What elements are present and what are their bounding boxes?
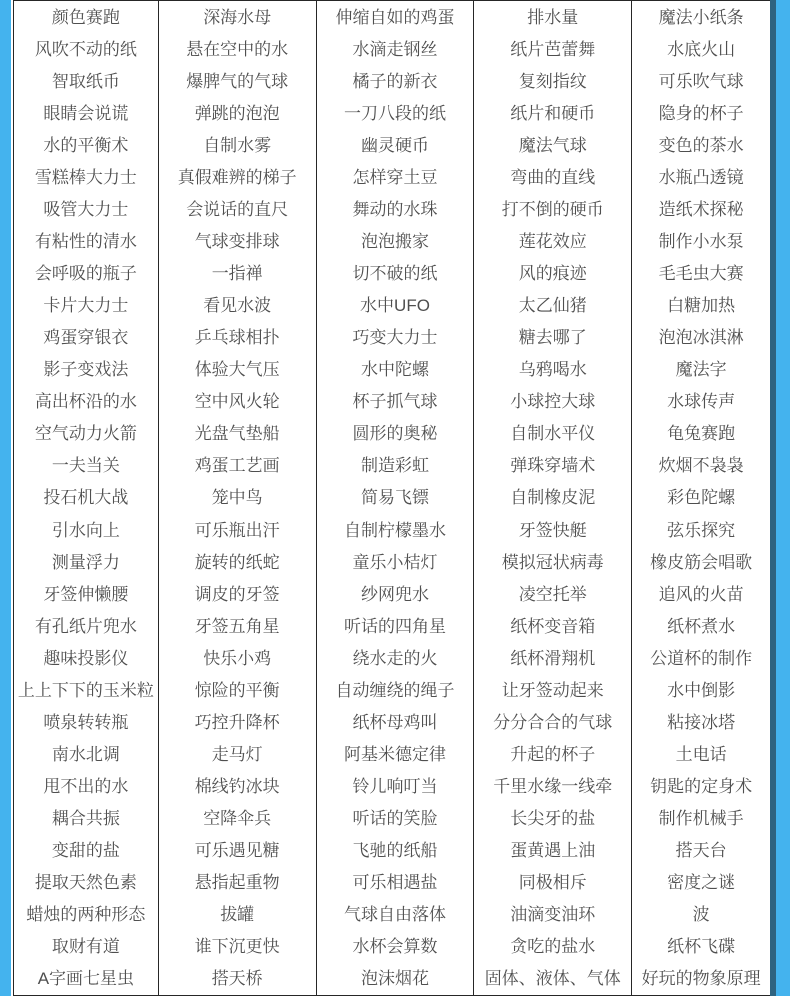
table-cell: 可乐相遇盐 [352, 873, 438, 893]
table-column-2 [159, 1, 317, 995]
table-cell: 打不倒的硬币 [501, 199, 604, 219]
table-cell: 旋转的纸蛇 [194, 552, 280, 572]
table-cell: 水瓶凸透镜 [658, 167, 744, 187]
table-cell: 鸡蛋穿银衣 [43, 328, 129, 348]
table-cell: 复刻指纹 [518, 71, 587, 91]
table-cell: 乒乓球相扑 [194, 328, 280, 348]
table-cell: 弹珠穿墙术 [510, 456, 596, 476]
table-cell: 纸杯变音箱 [510, 616, 596, 636]
table-cell: 泡泡搬家 [360, 231, 429, 251]
table-column-4 [474, 1, 632, 995]
table-cell: 变甜的盐 [51, 841, 120, 861]
table-cell: 空中风火轮 [194, 392, 280, 412]
table-cell: 水滴走钢丝 [352, 39, 438, 59]
table-cell: 气球自由落体 [343, 905, 446, 925]
table-cell: 水杯会算数 [352, 937, 438, 957]
table-cell: 光盘气垫船 [194, 424, 280, 444]
table-cell: 魔法字 [675, 360, 727, 380]
table-cell: 幽灵硬币 [360, 135, 429, 155]
table-cell: 引水向上 [51, 520, 120, 540]
table-cell: 水球传声 [667, 392, 736, 412]
table-cell: 变色的茶水 [658, 135, 744, 155]
table-cell: 可乐瓶出汗 [194, 520, 280, 540]
table-cell: 会呼吸的瓶子 [34, 264, 137, 284]
table-cell: 炊烟不袅袅 [658, 456, 744, 476]
table-cell: 快乐小鸡 [203, 648, 272, 668]
table-cell: 听话的笑脸 [352, 809, 438, 829]
table-cell: 钥匙的定身术 [650, 777, 753, 797]
table-cell: 牙签伸懒腰 [43, 584, 129, 604]
table-cell: 追风的火苗 [658, 584, 744, 604]
table-cell: 棉线钓冰块 [194, 777, 280, 797]
table-cell: 杯子抓气球 [352, 392, 438, 412]
table-cell: 雪糕棒大力士 [34, 167, 137, 187]
table-cell: 风吹不动的纸 [34, 39, 137, 59]
table-cell: 搭天台 [675, 841, 727, 861]
table-cell: 空降伞兵 [203, 809, 272, 829]
table-cell: 飞驰的纸船 [352, 841, 438, 861]
table-cell: 莲花效应 [518, 231, 587, 251]
table-cell: 泡沫烟花 [360, 969, 429, 989]
experiment-table [13, 0, 770, 996]
table-cell: 一夫当关 [51, 456, 120, 476]
table-cell: 弦乐探究 [667, 520, 736, 540]
table-cell: 橘子的新衣 [352, 71, 438, 91]
table-cell: 看见水波 [203, 296, 272, 316]
table-cell: 密度之谜 [667, 873, 736, 893]
table-cell: 水中陀螺 [360, 360, 429, 380]
table-cell: 橡皮筋会唱歌 [650, 552, 753, 572]
table-cell: 白糖加热 [667, 296, 736, 316]
table-column-1 [14, 1, 159, 995]
table-cell: 凌空托举 [518, 584, 587, 604]
table-cell: 魔法气球 [518, 135, 587, 155]
table-cell: 空气动力火箭 [34, 424, 137, 444]
table-cell: 鸡蛋工艺画 [194, 456, 280, 476]
table-cell: 泡泡冰淇淋 [658, 328, 744, 348]
table-cell: 可乐遇见糖 [194, 841, 280, 861]
table-cell: 水的平衡术 [43, 135, 129, 155]
table-cell: 纸片芭蕾舞 [510, 39, 596, 59]
table-cell: 弹跳的泡泡 [194, 103, 280, 123]
table-cell: 有孔纸片兜水 [34, 616, 137, 636]
table-cell: 上上下下的玉米粒 [17, 680, 154, 700]
table-cell: 吸管大力士 [43, 199, 129, 219]
table-cell: 可乐吹气球 [658, 71, 744, 91]
table-cell: 趣味投影仪 [43, 648, 129, 668]
table-cell: 纸杯煮水 [667, 616, 736, 636]
table-cell: 简易飞镖 [360, 488, 429, 508]
table-cell: 弯曲的直线 [510, 167, 596, 187]
table-cell: 测量浮力 [51, 552, 120, 572]
table-cell: 舞动的水珠 [352, 199, 438, 219]
table-cell: 风的痕迹 [518, 264, 587, 284]
table-cell: 升起的杯子 [510, 744, 596, 764]
table-cell: 糖去哪了 [518, 328, 587, 348]
table-cell: 听话的四角星 [343, 616, 446, 636]
table-cell: 怎样穿土豆 [352, 167, 438, 187]
table-cell: 牙签快艇 [518, 520, 587, 540]
table-cell: 波 [692, 905, 710, 925]
table-cell: 悬在空中的水 [186, 39, 289, 59]
table-cell: 太乙仙猪 [518, 296, 587, 316]
table-cell: 蛋黄遇上油 [510, 841, 596, 861]
table-cell: 喷泉转转瓶 [43, 712, 129, 732]
table-cell: 耦合共振 [51, 809, 120, 829]
table-cell: 千里水缘一线牵 [493, 777, 613, 797]
table-cell: 制造彩虹 [360, 456, 429, 476]
table-cell: 纸片和硬币 [510, 103, 596, 123]
table-cell: 绕水走的火 [352, 648, 438, 668]
table-cell: 有粘性的清水 [34, 231, 137, 251]
table-cell: 甩不出的水 [43, 777, 129, 797]
table-cell: 自制水平仪 [510, 424, 596, 444]
table-cell: 让牙签动起来 [501, 680, 604, 700]
table-cell: 一指禅 [211, 264, 263, 284]
table-cell: 智取纸币 [51, 71, 120, 91]
table-cell: 隐身的杯子 [658, 103, 744, 123]
table-cell: 爆脾气的气球 [186, 71, 289, 91]
table-cell: 惊险的平衡 [194, 680, 280, 700]
table-cell: 土电话 [675, 744, 727, 764]
table-cell: 悬指起重物 [194, 873, 280, 893]
table-cell: 自制水雾 [203, 135, 272, 155]
table-cell: 影子变戏法 [43, 360, 129, 380]
table-cell: 贪吃的盐水 [510, 937, 596, 957]
table-cell: 长尖牙的盐 [510, 809, 596, 829]
table-cell: 笼中鸟 [211, 488, 263, 508]
table-cell: 自制柠檬墨水 [343, 520, 446, 540]
table-cell: 水中倒影 [667, 680, 736, 700]
table-cell: 龟兔赛跑 [667, 424, 736, 444]
table-cell: 阿基米德定律 [343, 744, 446, 764]
table-cell: 眼睛会说谎 [43, 103, 129, 123]
table-cell: 毛毛虫大赛 [658, 264, 744, 284]
table-cell: 铃儿响叮当 [352, 777, 438, 797]
table-cell: 小球控大球 [510, 392, 596, 412]
table-cell: 纸杯飞碟 [667, 937, 736, 957]
table-cell: 公道杯的制作 [650, 648, 753, 668]
table-cell: 搭天桥 [211, 969, 263, 989]
table-cell: 粘接冰塔 [667, 712, 736, 732]
table-cell: 魔法小纸条 [658, 7, 744, 27]
table-cell: 自动缠绕的绳子 [335, 680, 455, 700]
table-cell: 纸杯滑翔机 [510, 648, 596, 668]
table-cell: 童乐小桔灯 [352, 552, 438, 572]
table-cell: 自制橡皮泥 [510, 488, 596, 508]
table-cell: 油滴变油环 [510, 905, 596, 925]
table-cell: 水底火山 [667, 39, 736, 59]
table-cell: 纸杯母鸡叫 [352, 712, 438, 732]
table-cell: 好玩的物象原理 [641, 969, 761, 989]
table-cell: 水中UFO [360, 296, 430, 316]
table-cell: 分分合合的气球 [493, 712, 613, 732]
table-cell: 纱网兜水 [360, 584, 429, 604]
table-cell: 取财有道 [51, 937, 120, 957]
table-cell: 巧控升降杯 [194, 712, 280, 732]
table-cell: 深海水母 [203, 7, 272, 27]
table-cell: 投石机大战 [43, 488, 129, 508]
table-cell: 高出杯沿的水 [34, 392, 137, 412]
table-cell: 彩色陀螺 [667, 488, 736, 508]
table-cell: 提取天然色素 [34, 873, 137, 893]
table-cell: 颜色赛跑 [51, 7, 120, 27]
table-cell: 制作小水泵 [658, 231, 744, 251]
table-cell: 蜡烛的两种形态 [26, 905, 146, 925]
table-cell: 体验大气压 [194, 360, 280, 380]
table-cell: 制作机械手 [658, 809, 744, 829]
table-cell: 同极相斥 [518, 873, 587, 893]
table-cell: 调皮的牙签 [194, 584, 280, 604]
left-blue-edge-bar [0, 0, 11, 996]
table-cell: A字画七星虫 [37, 969, 135, 989]
table-cell: 一刀八段的纸 [343, 103, 446, 123]
table-cell: 谁下沉更快 [194, 937, 280, 957]
table-cell: 真假难辨的梯子 [177, 167, 297, 187]
table-cell: 切不破的纸 [352, 264, 438, 284]
table-cell: 造纸术探秘 [658, 199, 744, 219]
table-cell: 南水北调 [51, 744, 120, 764]
table-cell: 拔罐 [220, 905, 255, 925]
right-blue-edge-bar [776, 0, 790, 996]
table-cell: 乌鸦喝水 [518, 360, 587, 380]
table-cell: 会说话的直尺 [186, 199, 289, 219]
table-cell: 伸缩自如的鸡蛋 [335, 7, 455, 27]
table-cell: 圆形的奥秘 [352, 424, 438, 444]
table-cell: 模拟冠状病毒 [501, 552, 604, 572]
table-cell: 排水量 [527, 7, 579, 27]
table-cell: 固体、液体、气体 [484, 969, 621, 989]
table-cell: 牙签五角星 [194, 616, 280, 636]
table-column-5 [632, 1, 770, 995]
table-cell: 巧变大力士 [352, 328, 438, 348]
table-column-3 [317, 1, 475, 995]
table-cell: 走马灯 [211, 744, 263, 764]
table-cell: 卡片大力士 [43, 296, 129, 316]
table-cell: 气球变排球 [194, 231, 280, 251]
